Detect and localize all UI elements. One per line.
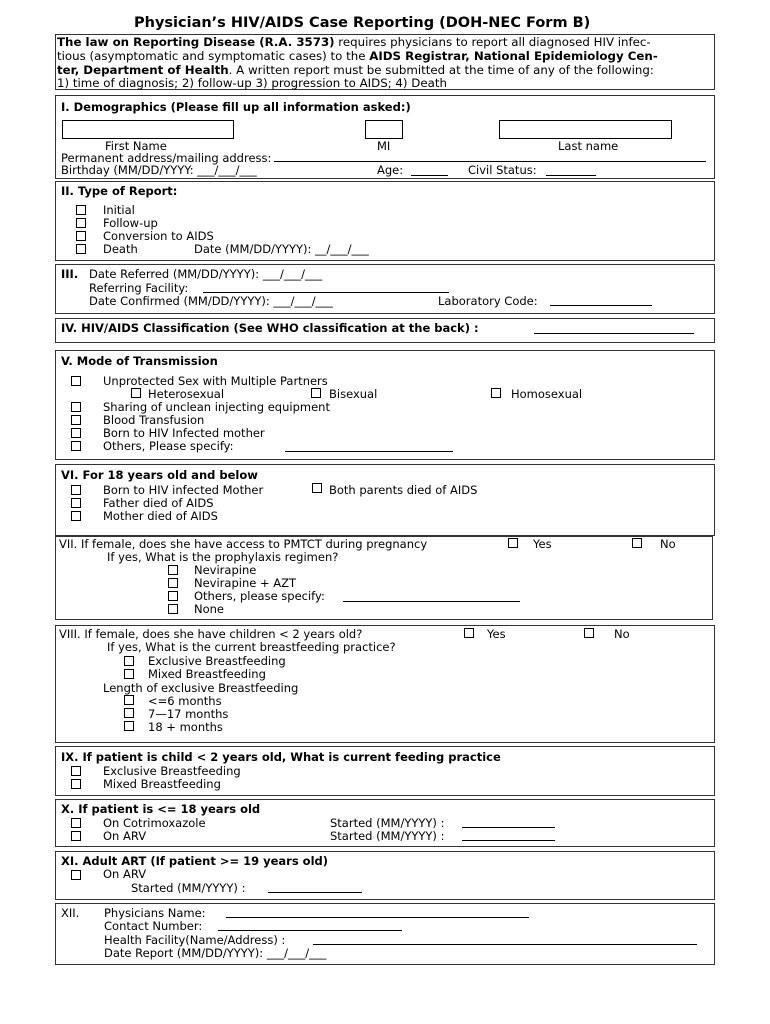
- bf-length-label: Length of exclusive Breastfeeding: [103, 681, 299, 695]
- heterosexual-checkbox[interactable]: [131, 388, 141, 398]
- child-exclusive-bf-checkbox[interactable]: [71, 766, 81, 776]
- intro-line-2: tious (asymptomatic and symptomatic cases) to the AIDS Registrar, National Epidemiology Cen-: [57, 49, 658, 63]
- referral-number: III.: [61, 267, 79, 281]
- date-referred-field[interactable]: Date Referred (MM/DD/YYYY): ___/___/___: [89, 267, 323, 281]
- demographics-heading: I. Demographics (Please fill up all information asked:): [61, 100, 411, 114]
- nevirapine-checkbox[interactable]: [168, 565, 178, 575]
- le6-months-checkbox[interactable]: [124, 695, 134, 705]
- homosexual-label: Homosexual: [511, 387, 583, 401]
- sharing-label: Sharing of unclean injecting equipment: [103, 400, 330, 414]
- bisexual-label: Bisexual: [329, 387, 378, 401]
- death-date-field[interactable]: Date (MM/DD/YYYY): __/___/___: [194, 242, 369, 256]
- age-label: Age:: [377, 163, 404, 177]
- mixed-bf-label: Mixed Breastfeeding: [148, 667, 266, 681]
- 18plus-months-label: 18 + months: [148, 720, 223, 734]
- physician-name-label: Physicians Name:: [104, 906, 206, 920]
- intro-line-1: The law on Reporting Disease (R.A. 3573) requires physicians to report all diagnosed HIV infec-: [57, 35, 651, 49]
- lab-code-line[interactable]: [550, 305, 652, 306]
- adult-arv-started-label: Started (MM/YYYY) :: [131, 881, 246, 895]
- cotrimoxazole-started-line[interactable]: [462, 827, 555, 828]
- others-transmission-checkbox[interactable]: [71, 441, 81, 451]
- le6-months-label: <=6 months: [148, 694, 222, 708]
- child-mixed-bf-checkbox[interactable]: [71, 779, 81, 789]
- address-label: Permanent address/mailing address:: [61, 151, 272, 165]
- child-feeding-heading: IX. If patient is child < 2 years old, What is current feeding practice: [61, 750, 501, 764]
- age-line[interactable]: [411, 175, 448, 176]
- born-to-hiv-mother-label: Born to HIV Infected mother: [103, 426, 265, 440]
- intro-line-3: ter, Department of Health. A written report must be submitted at the time of any of the following:: [57, 63, 654, 77]
- follow-up-label: Follow-up: [103, 216, 158, 230]
- child-arv-started-label: Started (MM/YYYY) :: [330, 829, 445, 843]
- cotrimoxazole-label: On Cotrimoxazole: [103, 816, 206, 830]
- under-18-heading: VI. For 18 years old and below: [61, 468, 258, 482]
- 7-17-months-checkbox[interactable]: [124, 708, 134, 718]
- mi-label: MI: [377, 139, 391, 153]
- initial-checkbox[interactable]: [76, 205, 86, 215]
- health-facility-line[interactable]: [313, 944, 697, 945]
- initial-label: Initial: [103, 203, 135, 217]
- under-18-treatment-heading: X. If patient is <= 18 years old: [61, 802, 261, 816]
- type-of-report-heading: II. Type of Report:: [61, 184, 178, 198]
- born-to-hiv-mother-checkbox[interactable]: [71, 428, 81, 438]
- contact-number-label: Contact Number:: [104, 919, 203, 933]
- unprotected-sex-checkbox[interactable]: [71, 376, 81, 386]
- referring-facility-line[interactable]: [203, 292, 449, 293]
- classification-line[interactable]: [534, 333, 694, 334]
- children-question: VIII. If female, does she have children < 2 years old?: [59, 627, 363, 641]
- both-parents-checkbox[interactable]: [312, 483, 322, 493]
- pmtct-yes-label: Yes: [533, 537, 552, 551]
- blood-transfusion-checkbox[interactable]: [71, 415, 81, 425]
- pmtct-no-label: No: [660, 537, 676, 551]
- adult-arv-label: On ARV: [103, 867, 147, 881]
- first-name-input[interactable]: [62, 120, 234, 139]
- child-arv-started-line[interactable]: [462, 840, 555, 841]
- last-name-label: Last name: [558, 139, 619, 153]
- nevirapine-label: Nevirapine: [194, 563, 257, 577]
- child-mixed-bf-label: Mixed Breastfeeding: [103, 777, 221, 791]
- regimen-others-label: Others, please specify:: [194, 589, 325, 603]
- referring-facility-label: Referring Facility:: [89, 281, 189, 295]
- children-no-checkbox[interactable]: [584, 628, 594, 638]
- death-label: Death: [103, 242, 138, 256]
- blood-transfusion-label: Blood Transfusion: [103, 413, 205, 427]
- children-yes-checkbox[interactable]: [464, 628, 474, 638]
- father-died-label: Father died of AIDS: [103, 496, 214, 510]
- last-name-input[interactable]: [499, 120, 672, 139]
- children-yes-label: Yes: [487, 627, 506, 641]
- conversion-checkbox[interactable]: [76, 231, 86, 241]
- date-report-field[interactable]: Date Report (MM/DD/YYYY): ___/___/___: [104, 946, 327, 960]
- sharing-checkbox[interactable]: [71, 402, 81, 412]
- regimen-others-checkbox[interactable]: [168, 591, 178, 601]
- first-name-label: First Name: [105, 139, 167, 153]
- form-title: Physician’s HIV/AIDS Case Reporting (DOH-NEC Form B): [134, 15, 591, 31]
- born-infected-mother-checkbox[interactable]: [71, 485, 81, 495]
- 7-17-months-label: 7—17 months: [148, 707, 229, 721]
- address-line[interactable]: [274, 161, 706, 162]
- transmission-heading: V. Mode of Transmission: [61, 354, 218, 368]
- pmtct-no-checkbox[interactable]: [632, 538, 642, 548]
- born-infected-mother-label: Born to HIV infected Mother: [103, 483, 264, 497]
- nevirapine-azt-checkbox[interactable]: [168, 578, 178, 588]
- conversion-label: Conversion to AIDS: [103, 229, 214, 243]
- others-transmission-label: Others, Please specify:: [103, 439, 234, 453]
- adult-arv-checkbox[interactable]: [71, 870, 81, 880]
- lab-code-label: Laboratory Code:: [438, 294, 538, 308]
- civil-status-label: Civil Status:: [468, 163, 537, 177]
- father-died-checkbox[interactable]: [71, 498, 81, 508]
- pmtct-yes-checkbox[interactable]: [508, 538, 518, 548]
- pmtct-question: VII. If female, does she have access to PMTCT during pregnancy: [59, 537, 428, 551]
- mother-died-checkbox[interactable]: [71, 511, 81, 521]
- exclusive-bf-checkbox[interactable]: [124, 656, 134, 666]
- children-no-label: No: [614, 627, 630, 641]
- cotrimoxazole-started-label: Started (MM/YYYY) :: [330, 816, 445, 830]
- adult-art-heading: XI. Adult ART (If patient >= 19 years old): [61, 854, 329, 868]
- child-exclusive-bf-label: Exclusive Breastfeeding: [103, 764, 241, 778]
- contact-number-line[interactable]: [218, 930, 402, 931]
- regimen-none-checkbox[interactable]: [168, 604, 178, 614]
- unprotected-sex-label: Unprotected Sex with Multiple Partners: [103, 374, 328, 388]
- regimen-others-line[interactable]: [343, 601, 520, 602]
- 18plus-months-checkbox[interactable]: [124, 721, 134, 731]
- mi-input[interactable]: [365, 120, 403, 139]
- nevirapine-azt-label: Nevirapine + AZT: [194, 576, 297, 590]
- heterosexual-label: Heterosexual: [148, 387, 225, 401]
- breastfeeding-question: If yes, What is the current breastfeeding practice?: [107, 640, 396, 654]
- death-checkbox[interactable]: [76, 244, 86, 254]
- homosexual-checkbox[interactable]: [491, 388, 501, 398]
- mother-died-label: Mother died of AIDS: [103, 509, 218, 523]
- adult-arv-started-line[interactable]: [268, 892, 362, 893]
- physician-name-line[interactable]: [226, 917, 529, 918]
- both-parents-label: Both parents died of AIDS: [329, 483, 478, 497]
- civil-status-line[interactable]: [546, 175, 596, 176]
- intro-line-4: 1) time of diagnosis; 2) follow-up 3) progression to AIDS; 4) Death: [57, 76, 447, 90]
- mixed-bf-checkbox[interactable]: [124, 669, 134, 679]
- physician-section-number: XII.: [61, 906, 80, 920]
- birthday-label[interactable]: Birthday (MM/DD/YYYY: ___/___/___: [61, 163, 257, 177]
- health-facility-label: Health Facility(Name/Address) :: [104, 933, 286, 947]
- bisexual-checkbox[interactable]: [311, 388, 321, 398]
- child-arv-label: On ARV: [103, 829, 147, 843]
- others-transmission-line[interactable]: [285, 451, 453, 452]
- regimen-none-label: None: [194, 602, 225, 616]
- regimen-question: If yes, What is the prophylaxis regimen?: [107, 550, 339, 564]
- child-arv-checkbox[interactable]: [71, 831, 81, 841]
- classification-heading: IV. HIV/AIDS Classification (See WHO classification at the back) :: [61, 321, 479, 335]
- follow-up-checkbox[interactable]: [76, 218, 86, 228]
- date-confirmed-field[interactable]: Date Confirmed (MM/DD/YYYY): ___/___/___: [89, 294, 333, 308]
- cotrimoxazole-checkbox[interactable]: [71, 818, 81, 828]
- exclusive-bf-label: Exclusive Breastfeeding: [148, 654, 286, 668]
